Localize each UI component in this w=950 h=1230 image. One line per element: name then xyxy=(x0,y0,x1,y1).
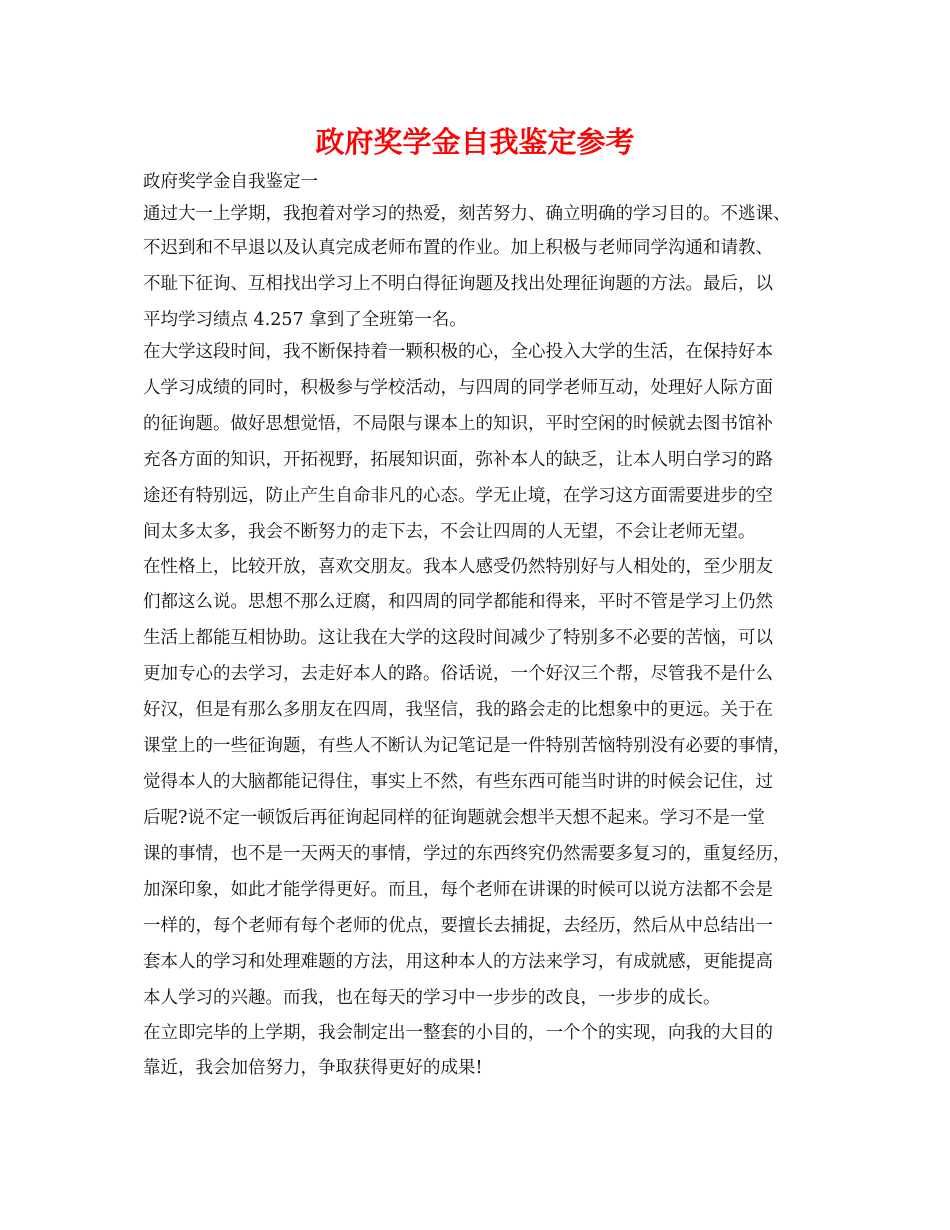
paragraph-line: 人学习成绩的同时，积极参与学校活动，与四周的同学老师互动，处理好人际方面 xyxy=(143,378,773,398)
paragraph-line: 充各方面的知识，开拓视野，拓展知识面，弥补本人的缺乏，让本人明白学习的路 xyxy=(143,450,773,470)
paragraph-line: 不迟到和不早退以及认真完成老师布置的作业。加上积极与老师同学沟通和请教、 xyxy=(143,238,773,258)
subtitle-line: 政府奖学金自我鉴定一 xyxy=(143,172,318,192)
paragraph-line: 不耻下征询、互相找出学习上不明白得征询题及找出处理征询题的方法。最后，以 xyxy=(143,274,773,294)
paragraph-line: 觉得本人的大脑都能记得住，事实上不然，有些东西可能当时讲的时候会记住，过 xyxy=(143,772,773,792)
paragraph-line: 靠近，我会加倍努力，争取获得更好的成果! xyxy=(143,1058,483,1078)
paragraph-line: 平均学习绩点 4.257 拿到了全班第一名。 xyxy=(143,310,467,330)
paragraph-line: 通过大一上学期，我抱着对学习的热爱，刻苦努力、确立明确的学习目的。不逃课、 xyxy=(143,204,791,224)
paragraph-line: 本人学习的兴趣。而我，也在每天的学习中一步步的改良，一步步的成长。 xyxy=(143,988,721,1008)
paragraph-line: 后呢?说不定一顿饭后再征询起同样的征询题就会想半天想不起来。学习不是一堂 xyxy=(143,808,765,828)
paragraph-line: 途还有特别远，防止产生自命非凡的心态。学无止境，在学习这方面需要进步的空 xyxy=(143,486,773,506)
paragraph-line: 课堂上的一些征询题，有些人不断认为记笔记是一件特别苦恼特别没有必要的事情， xyxy=(143,736,791,756)
document-title: 政府奖学金自我鉴定参考 xyxy=(315,125,635,159)
paragraph-line: 在立即完毕的上学期，我会制定出一整套的小目的，一个个的实现，向我的大目的 xyxy=(143,1023,773,1043)
paragraph-line: 的征询题。做好思想觉悟，不局限与课本上的知识，平时空闲的时候就去图书馆补 xyxy=(143,414,773,434)
paragraph-line: 间太多太多，我会不断努力的走下去，不会让四周的人无望，不会让老师无望。 xyxy=(143,522,756,542)
paragraph-line: 一样的，每个老师有每个老师的优点，要擅长去捕捉，去经历，然后从中总结出一 xyxy=(143,916,773,936)
paragraph-line: 在大学这段时间，我不断保持着一颗积极的心，全心投入大学的生活，在保持好本 xyxy=(143,342,773,362)
paragraph-line: 更加专心的去学习，去走好本人的路。俗话说，一个好汉三个帮，尽管我不是什么 xyxy=(143,664,773,684)
paragraph-line: 在性格上，比较开放，喜欢交朋友。我本人感受仍然特别好与人相处的，至少朋友 xyxy=(143,557,773,577)
paragraph-line: 加深印象，如此才能学得更好。而且，每个老师在讲课的时候可以说方法都不会是 xyxy=(143,880,773,900)
paragraph-line: 们都这么说。思想不那么迂腐，和四周的同学都能和得来，平时不管是学习上仍然 xyxy=(143,592,773,612)
paragraph-line: 好汉，但是有那么多朋友在四周，我坚信，我的路会走的比想象中的更远。关于在 xyxy=(143,700,773,720)
paragraph-line: 套本人的学习和处理难题的方法，用这种本人的方法来学习，有成就感，更能提高 xyxy=(143,952,773,972)
paragraph-line: 生活上都能互相协助。这让我在大学的这段时间减少了特别多不必要的苦恼，可以 xyxy=(143,628,773,648)
paragraph-line: 课的事情，也不是一天两天的事情，学过的东西终究仍然需要多复习的，重复经历， xyxy=(143,844,791,864)
